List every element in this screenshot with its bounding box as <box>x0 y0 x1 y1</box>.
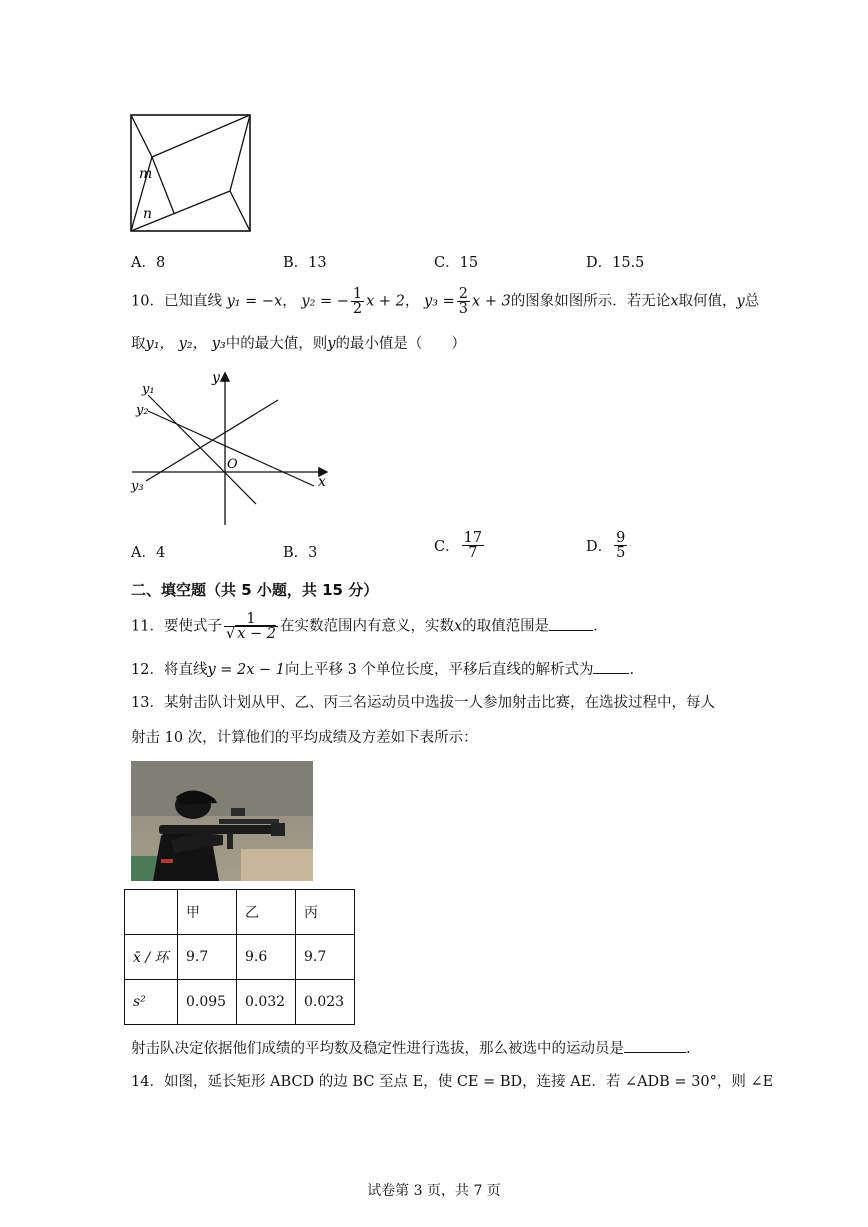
figure-square <box>128 112 254 234</box>
line-y2 <box>148 411 314 486</box>
section-heading: 二、填空题（共 5 小题，共 15 分） <box>131 581 379 599</box>
table-header-cell: 乙 <box>237 890 296 935</box>
table-cell: 0.095 <box>178 980 237 1025</box>
q13-conclusion: 射击队决定依据他们成绩的平均数及稳定性进行选拔，那么被选中的运动员是 . <box>131 1038 691 1059</box>
table-row <box>125 980 355 1025</box>
label-y3: y₃ <box>131 479 144 494</box>
label-origin: O <box>227 457 238 472</box>
q13-line1: 13．某射击队计划从甲、乙、丙三名运动员中选拔一人参加射击比赛，在选拔过程中，每人 <box>131 695 715 711</box>
label-axis-x: x <box>318 474 326 490</box>
table-cell: 9.7 <box>178 935 237 980</box>
table-header-cell: 丙 <box>296 890 355 935</box>
table-cell: 9.6 <box>237 935 296 980</box>
label-y2: y₂ <box>136 403 149 418</box>
label-m: m <box>139 166 153 182</box>
shooter-photo <box>131 761 313 881</box>
q9-option-d: D．15.5 <box>586 255 645 271</box>
table-row-label: s² <box>125 980 178 1025</box>
table-header-cell: 甲 <box>178 890 237 935</box>
label-n: n <box>143 206 153 222</box>
table-cell: 9.7 <box>296 935 355 980</box>
figure-graph <box>128 368 333 528</box>
table-row <box>125 935 355 980</box>
q9-option-c: C．15 <box>434 255 479 271</box>
table-row <box>125 890 355 935</box>
q12-blank <box>593 659 629 674</box>
q10-option-a: A．4 <box>131 545 166 561</box>
label-y1: y₁ <box>142 382 155 397</box>
q14-line: 14．如图，延长矩形 ABCD 的边 BC 至点 E，使 CE = BD，连接 AE．若 ∠ADB = 30°，则 ∠E <box>131 1074 774 1090</box>
q11-blank <box>549 616 593 631</box>
q11-line: 11．要使式子 $\frac{1}{√ x - 2}$ 在实数范围内有意义，实数x的取值范围是 . <box>131 611 598 642</box>
q10-line2: 取y₁， y₂， y₃中的最大值，则y的最小值是（ ） <box>131 336 466 352</box>
page-footer: 试卷第 3 页，共 7 页 <box>367 1183 501 1199</box>
line-y1 <box>148 395 256 504</box>
table-header-cell <box>125 890 178 935</box>
q12-line: 12．将直线y = 2x − 1向上平移 3 个单位长度，平移后直线的解析式为 . <box>131 659 634 680</box>
q10-option-d: D． $\frac{9}{5}$ <box>586 530 626 561</box>
score-table <box>124 889 355 1025</box>
table-cell: 0.032 <box>237 980 296 1025</box>
table-cell: 0.023 <box>296 980 355 1025</box>
q9-option-b: B．13 <box>283 255 327 271</box>
q10-option-b: B．3 <box>283 545 318 561</box>
q10-option-c: C． $\frac{17}{7}$ <box>434 530 483 561</box>
table-row-label: x̄ / 环 <box>125 935 178 980</box>
q9-option-a: A．8 <box>131 255 166 271</box>
q13-blank <box>624 1038 686 1053</box>
q10-line1: 10．已知直线 y₁ = −x， y₂ = − $\frac{1}{2}$ x + 2， y₃ = $\frac{2}{3}$ x + 3的图象如图所示．若无论x取何值，y总 <box>131 286 760 317</box>
label-axis-y: y <box>212 370 220 386</box>
q13-line2: 射击 10 次，计算他们的平均成绩及方差如下表所示： <box>131 730 478 746</box>
